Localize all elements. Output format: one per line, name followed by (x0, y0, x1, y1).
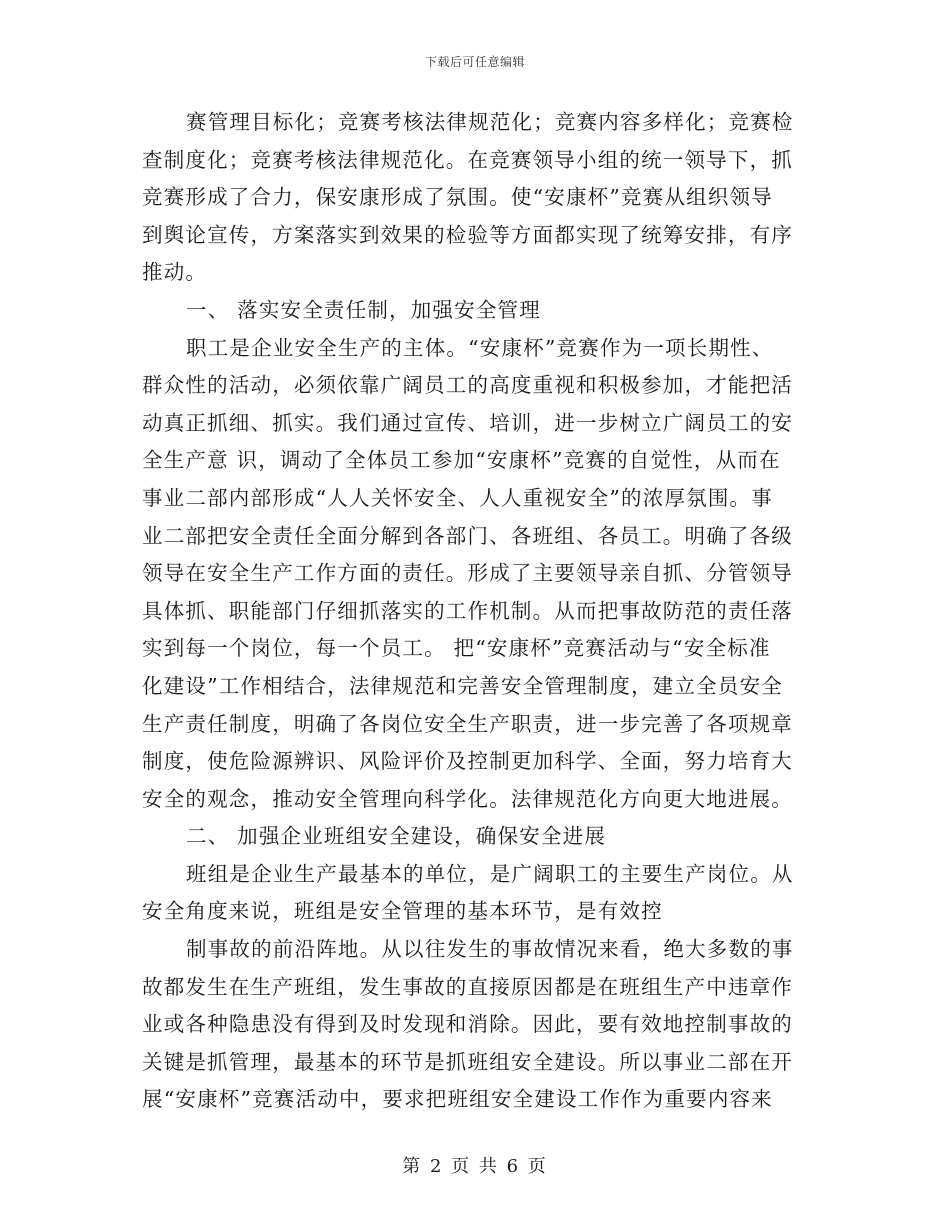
text-line: 安全角度来说，班组是安全管理的基本环节，是有效控 (142, 899, 663, 924)
text-line: 班组是企业生产最基本的单位，是广阔职工的主要生产岗位。从 (186, 861, 794, 886)
text-line: 展“安康杯”竞赛活动中，要求把班组安全建设工作作为重要内容来 (142, 1087, 773, 1112)
text-line: 动真正抓细、抓实。我们通过宣传、培训，进一步树立广阔员工的安 (142, 410, 793, 435)
text-line: 安全的观念，推动安全管理向科学化。法律规范化方向更大地进展。 (142, 786, 793, 811)
section-heading-2: 二、 加强企业班组安全建设，确保安全进展 (186, 824, 607, 849)
text-line: 化建设”工作相结合，法律规范和完善安全管理制度，建立全员安全 (142, 673, 783, 698)
page-footer: 第 2 页 共 6 页 (402, 1156, 548, 1177)
text-line: 到舆论宣传，方案落实到效果的检验等方面都实现了统筹安排，有序 (142, 222, 793, 247)
text-line: 查制度化；竞赛考核法律规范化。在竞赛领导小组的统一领导下，抓 (142, 147, 793, 172)
text-line: 实到每一个岗位，每一个员工。 把“安康杯”竞赛活动与“安全标准 (142, 636, 771, 661)
text-line: 故都发生在生产班组，发生事故的直接原因都是在班组生产中违章作 (142, 974, 793, 999)
page-header: 下载后可任意编辑 (424, 55, 525, 69)
text-line: 具体抓、职能部门仔细抓落实的工作机制。从而把事故防范的责任落 (142, 598, 793, 623)
text-line: 生产责任制度，明确了各岗位安全生产职责，进一步完善了各项规章 (142, 711, 793, 736)
text-line: 关键是抓管理，最基本的环节是抓班组安全建设。所以事业二部在开 (142, 1049, 793, 1074)
text-line: 群众性的活动，必须依靠广阔员工的高度重视和积极参加，才能把活 (142, 373, 793, 398)
text-line: 业或各种隐患没有得到及时发现和消除。因此，要有效地控制事故的 (142, 1012, 793, 1037)
text-line: 制度，使危险源辨识、风险评价及控制更加科学、全面，努力培育大 (142, 749, 793, 774)
text-line: 推动。 (142, 260, 208, 285)
text-line: 职工是企业安全生产的主体。“安康杯”竞赛作为一项长期性、 (186, 335, 774, 360)
section-heading-1: 一、 落实安全责任制，加强安全管理 (186, 297, 541, 322)
text-line: 事业二部内部形成“人人关怀安全、人人重视安全”的浓厚氛围。事 (142, 485, 773, 510)
text-line: 赛管理目标化；竞赛考核法律规范化；竞赛内容多样化；竞赛检 (186, 110, 794, 134)
body-text (142, 104, 810, 1119)
text-line: 全生产意 识，调动了全体员工参加“安康杯”竞赛的自觉性，从而在 (142, 448, 781, 473)
text-line: 业二部把安全责任全面分解到各部门、各班组、各员工。明确了各级 (142, 523, 793, 548)
text-line: 领导在安全生产工作方面的责任。形成了主要领导亲自抓、分管领导 (142, 561, 793, 586)
text-line: 制事故的前沿阵地。从以往发生的事故情况来看，绝大多数的事 (186, 937, 794, 962)
text-line: 竞赛形成了合力，保安康形成了氛围。使“安康杯”竞赛从组织领导 (142, 185, 773, 210)
